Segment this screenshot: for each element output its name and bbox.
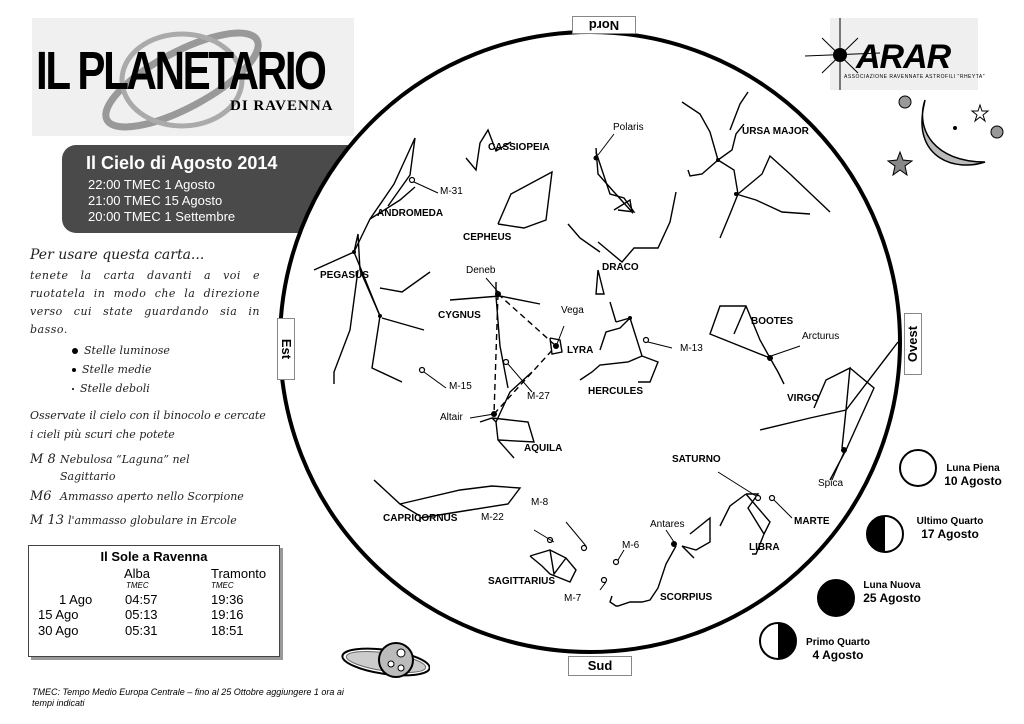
moon-full: Luna Piena 10 Agosto: [944, 463, 1002, 488]
row1-date: 1 Ago: [59, 592, 93, 607]
label-bootes: BOOTES: [751, 316, 794, 327]
label-virgo: VIRGO: [787, 393, 820, 404]
logo-title: IL PLANETARIO: [36, 41, 325, 101]
month-title: Il Cielo di Agosto 2014: [86, 153, 278, 173]
usage-title: Per usare questa carta...: [30, 247, 205, 263]
sun-table-title: Il Sole a Ravenna: [100, 549, 208, 564]
messier-m6: M6 Ammasso aperto nello Scorpione: [30, 489, 244, 504]
label-capricornus: CAPRICORNUS: [383, 513, 458, 524]
sun-table: [28, 545, 280, 657]
label-pegasus: PEGASUS: [320, 270, 369, 281]
moon-first-quarter: Primo Quarto 4 Agosto: [806, 637, 870, 662]
label-andromeda: ANDROMEDA: [377, 208, 444, 219]
messier-m8-line2: Sagittario: [60, 470, 116, 483]
arar-logo-text: ARAR: [856, 38, 951, 76]
full-moon-icon: [898, 448, 938, 488]
label-ursa-major: URSA MAJOR: [742, 126, 809, 137]
row3-tramonto: 18:51: [211, 623, 244, 638]
last-quarter-moon-icon: [865, 514, 905, 554]
legend-medium: Stelle medie: [72, 363, 152, 376]
label-lyra: LYRA: [567, 345, 594, 356]
time-line-2: 21:00 TMEC 15 Agosto: [88, 193, 223, 208]
time-line-3: 20:00 TMEC 1 Settembre: [88, 209, 236, 224]
moon-new: Luna Nuova 25 Agosto: [863, 580, 921, 605]
row3-date: 30 Ago: [38, 623, 79, 638]
label-cassiopeia: CASSIOPEIA: [488, 142, 550, 153]
first-quarter-moon-icon: [758, 621, 798, 661]
direction-north: Nord: [572, 16, 636, 34]
label-m27: M-27: [527, 391, 550, 402]
row3-alba: 05:31: [125, 623, 158, 638]
label-polaris: Polaris: [613, 122, 644, 133]
label-m22: M-22: [481, 512, 504, 523]
row1-alba: 04:57: [125, 592, 158, 607]
label-arcturus: Arcturus: [802, 331, 840, 342]
label-m8: M-8: [531, 497, 549, 508]
new-moon-icon: [816, 578, 856, 618]
label-spica: Spica: [818, 478, 844, 489]
direction-south: Sud: [568, 656, 632, 676]
label-libra: LIBRA: [749, 542, 780, 553]
unit-tramonto: TMEC: [211, 581, 234, 590]
col-alba: Alba: [124, 566, 151, 581]
label-altair: Altair: [440, 412, 463, 423]
direction-west: Ovest: [904, 313, 922, 375]
label-sagittarius: SAGITTARIUS: [488, 576, 556, 587]
sky-circle: [280, 32, 900, 652]
label-m13: M-13: [680, 343, 703, 354]
row1-tramonto: 19:36: [211, 592, 244, 607]
messier-m8: M 8 Nebulosa “Laguna” nel: [30, 452, 190, 467]
arar-tagline: ASSOCIAZIONE RAVENNATE ASTROFILI "RHEYTA": [844, 74, 986, 80]
label-cepheus: CEPHEUS: [463, 232, 512, 243]
unit-alba: TMEC: [126, 581, 149, 590]
label-scorpius: SCORPIUS: [660, 592, 713, 603]
label-m6: M-6: [622, 540, 640, 551]
label-m31: M-31: [440, 186, 463, 197]
label-aquila: AQUILA: [524, 443, 563, 454]
col-tramonto: Tramonto: [211, 566, 267, 581]
usage-text: tenete la carta davanti a voi e ruotatela in modo che la direzione verso cui state guardando sia in basso.: [30, 269, 260, 336]
label-deneb: Deneb: [466, 265, 496, 276]
label-antares: Antares: [650, 519, 685, 530]
label-saturno: SATURNO: [672, 454, 721, 465]
label-m15: M-15: [449, 381, 472, 392]
label-vega: Vega: [561, 305, 584, 316]
time-line-1: 22:00 TMEC 1 Agosto: [88, 177, 215, 192]
label-m7: M-7: [564, 593, 582, 604]
row2-alba: 05:13: [125, 607, 158, 622]
logo-subtitle: DI RAVENNA: [230, 98, 334, 114]
observe-text: Osservate il cielo con il binocolo e cercate i cieli più scuri che potete: [30, 409, 266, 441]
legend-faint: Stelle deboli: [72, 382, 150, 395]
label-hercules: HERCULES: [588, 386, 644, 397]
row2-date: 15 Ago: [38, 607, 79, 622]
label-marte: MARTE: [794, 516, 830, 527]
row2-tramonto: 19:16: [211, 607, 244, 622]
label-cygnus: CYGNUS: [438, 310, 481, 321]
direction-east: Est: [277, 318, 295, 380]
footnote: TMEC: Tempo Medio Europa Centrale – fino al 25 Ottobre aggiungere 1 ora ai tempi indicati: [32, 687, 344, 708]
messier-m13: M 13 l'ammasso globulare in Ercole: [30, 513, 237, 528]
moon-last-quarter: Ultimo Quarto 17 Agosto: [916, 516, 984, 541]
label-draco: DRACO: [602, 262, 639, 273]
legend-bright: Stelle luminose: [72, 344, 170, 357]
